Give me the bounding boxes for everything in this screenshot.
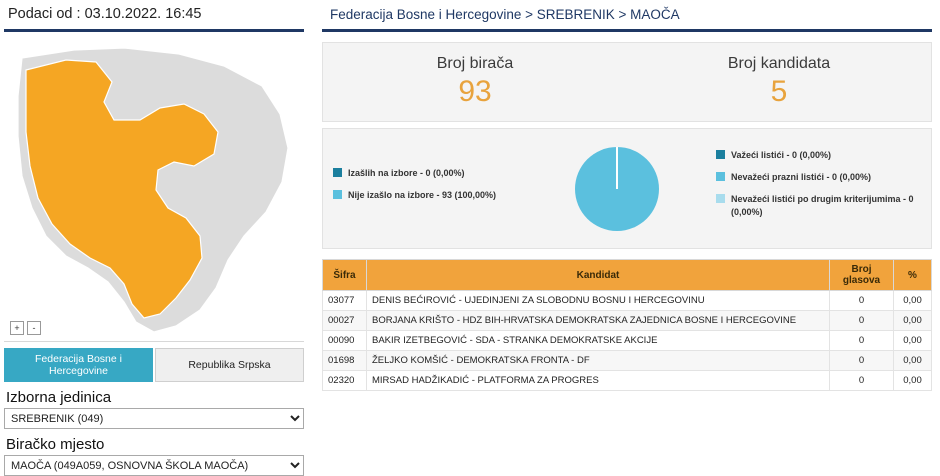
cell-kandidat: ŽELJKO KOMŠIĆ - DEMOKRATSKA FRONTA - DF (367, 351, 830, 371)
cell-glasova: 0 (830, 311, 894, 331)
legend-swatch-icon (333, 168, 342, 177)
entity-tab-republika-srpska[interactable]: Republika Srpska (155, 348, 304, 382)
cell-percent: 0,00 (894, 291, 932, 311)
table-row[interactable] (323, 331, 932, 351)
izborna-jedinica-label: Izborna jedinica (6, 389, 112, 406)
cell-sifra: 01698 (323, 351, 367, 371)
cell-sifra: 00027 (323, 311, 367, 331)
table-row[interactable] (323, 351, 932, 371)
biracko-mjesto-select[interactable] (4, 455, 304, 476)
legend-swatch-icon (333, 190, 342, 199)
breadcrumb[interactable]: Federacija Bosne i Hercegovine > SREBRENIK > MAOČA (322, 0, 932, 32)
cell-kandidat: BAKIR IZETBEGOVIĆ - SDA - STRANKA DEMOKRATSKE AKCIJE (367, 331, 830, 351)
cell-percent: 0,00 (894, 351, 932, 371)
cell-sifra: 03077 (323, 291, 367, 311)
right-panel (310, 0, 940, 476)
legend-item (716, 171, 921, 184)
legend-item (716, 149, 921, 162)
summary-voters-label: Broj birača (436, 55, 514, 72)
pie-chart (518, 141, 716, 237)
map-zoom-in-button[interactable]: + (10, 321, 24, 335)
cell-kandidat: MIRSAD HADŽIKADIĆ - PLATFORMA ZA PROGRES (367, 371, 830, 391)
biracko-mjesto-label: Biračko mjesto (6, 436, 105, 453)
table-row[interactable] (323, 371, 932, 391)
cell-sifra: 00090 (323, 331, 367, 351)
legend-label: Važeći listići - 0 (0,00%) (731, 150, 832, 160)
column-header-sifra[interactable]: Šifra (323, 260, 367, 291)
results-table-wrap (322, 259, 932, 391)
column-header-glasova[interactable]: Broj glasova (830, 260, 894, 291)
legend-label: Nevažeći listići po drugim kriterijumima - 0 (0,00%) (731, 194, 914, 217)
legend-left (333, 167, 518, 211)
cell-glasova: 0 (830, 371, 894, 391)
cell-glasova: 0 (830, 291, 894, 311)
summary-voters-value: 93 (458, 75, 492, 108)
results-table (322, 259, 932, 391)
table-header-row (323, 260, 932, 291)
summary-candidates (627, 43, 931, 121)
column-header-percent[interactable]: % (894, 260, 932, 291)
legend-item (333, 189, 518, 202)
summary-candidates-value: 5 (770, 75, 788, 108)
legend-label: Nevažeći prazni listići - 0 (0,00%) (731, 172, 872, 182)
izborna-jedinica-select-wrap[interactable] (4, 408, 304, 429)
cell-glasova: 0 (830, 351, 894, 371)
biracko-mjesto-select-wrap[interactable] (4, 455, 304, 476)
legend-label: Nije izašlo na izbore - 93 (100,00%) (348, 189, 497, 200)
cell-glasova: 0 (830, 331, 894, 351)
data-timestamp: Podaci od : 03.10.2022. 16:45 (4, 0, 304, 32)
turnout-chart-panel (322, 128, 932, 249)
table-row[interactable] (323, 311, 932, 331)
legend-swatch-icon (716, 194, 725, 203)
summary-voters (323, 43, 627, 121)
entity-tabs[interactable] (4, 348, 304, 382)
entity-tab-federation[interactable]: Federacija Bosne i Hercegovine (4, 348, 153, 382)
legend-item (333, 167, 518, 180)
cell-percent: 0,00 (894, 331, 932, 351)
summary-panel (322, 42, 932, 122)
cell-kandidat: BORJANA KRIŠTO - HDZ BIH-HRVATSKA DEMOKRATSKA ZAJEDNICA BOSNE I HERCEGOVINE (367, 311, 830, 331)
cell-kandidat: DENIS BEĆIROVIĆ - UJEDINJENI ZA SLOBODNU BOSNU I HERCEGOVINU (367, 291, 830, 311)
legend-label: Izašlih na izbore - 0 (0,00%) (348, 167, 465, 178)
cell-sifra: 02320 (323, 371, 367, 391)
legend-swatch-icon (716, 150, 725, 159)
legend-right (716, 149, 921, 228)
map-zoom-controls[interactable] (10, 321, 41, 335)
table-row[interactable] (323, 291, 932, 311)
map-zoom-out-button[interactable]: - (27, 321, 41, 335)
legend-item (716, 193, 921, 219)
pie-chart-svg (569, 141, 665, 237)
legend-swatch-icon (716, 172, 725, 181)
bosnia-map[interactable] (4, 36, 304, 342)
map-svg[interactable] (4, 36, 304, 342)
summary-candidates-label: Broj kandidata (727, 55, 831, 72)
izborna-jedinica-select[interactable] (4, 408, 304, 429)
cell-percent: 0,00 (894, 371, 932, 391)
cell-percent: 0,00 (894, 311, 932, 331)
column-header-kandidat[interactable]: Kandidat (367, 260, 830, 291)
left-panel (0, 0, 310, 476)
